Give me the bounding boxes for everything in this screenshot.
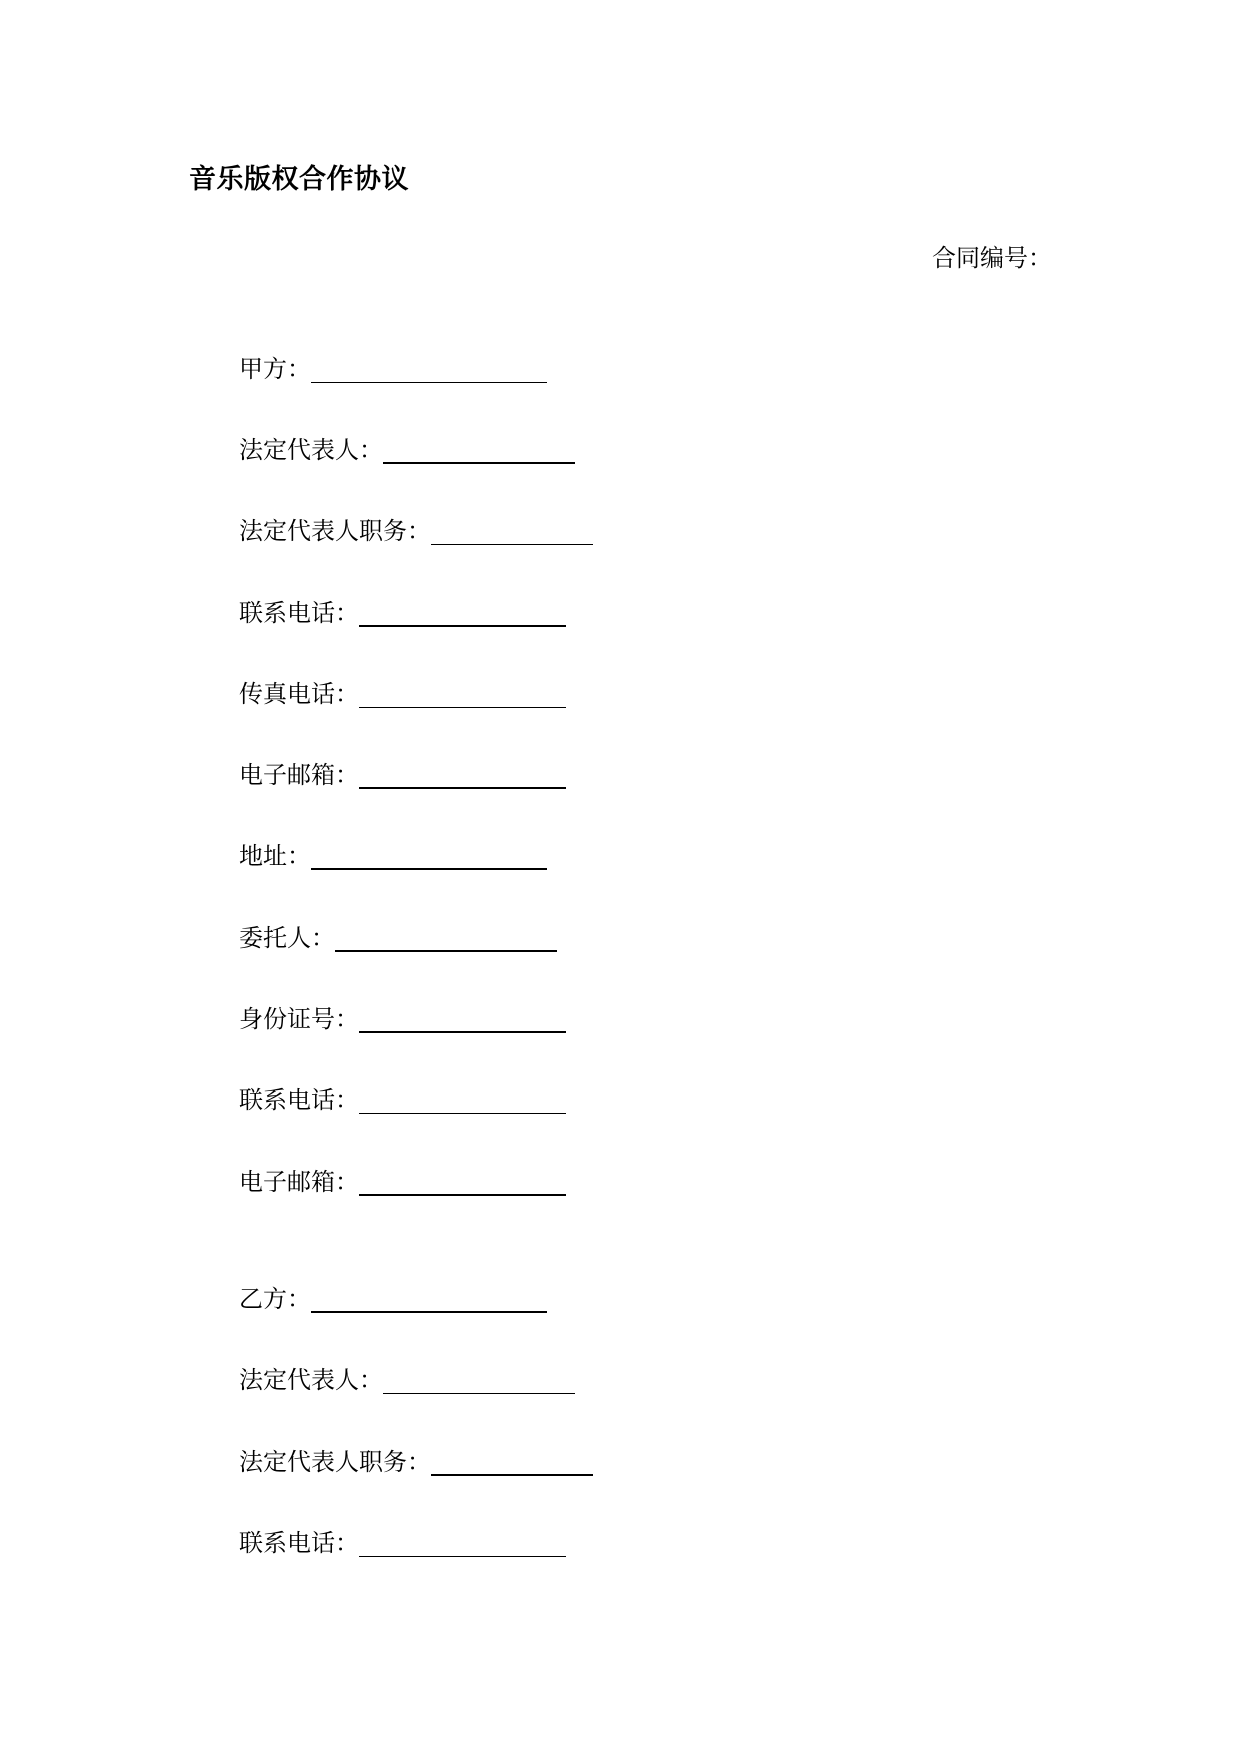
party-b-legal-rep-title-blank[interactable] xyxy=(431,1444,593,1476)
party-a-legal-rep-blank[interactable] xyxy=(383,432,575,464)
party-a-agent-email-blank[interactable] xyxy=(359,1164,566,1196)
party-a-agent-email-label: 电子邮箱： xyxy=(239,1168,359,1196)
party-b-legal-rep-blank[interactable] xyxy=(383,1363,575,1394)
party-a-legal-rep-title-blank[interactable] xyxy=(431,514,593,545)
party-a-fax-label: 传真电话： xyxy=(239,680,359,708)
party-b-phone-label: 联系电话： xyxy=(239,1529,359,1557)
party-a-address-label: 地址： xyxy=(239,842,311,870)
party-a-agent-phone-blank[interactable] xyxy=(359,1083,566,1114)
party-a-fax-blank[interactable] xyxy=(359,677,566,708)
party-b-legal-rep-title-label: 法定代表人职务： xyxy=(239,1448,431,1476)
party-a-agent-field xyxy=(239,918,557,958)
party-a-address-blank[interactable] xyxy=(311,838,547,870)
party-a-id-number-blank[interactable] xyxy=(359,1001,566,1033)
party-a-name-label: 甲方： xyxy=(239,355,311,383)
party-b-phone-field xyxy=(239,1523,566,1563)
party-a-agent-blank[interactable] xyxy=(335,920,557,952)
party-a-phone-label: 联系电话： xyxy=(239,599,359,627)
party-b-legal-rep-title-field xyxy=(239,1442,593,1482)
party-b-phone-blank[interactable] xyxy=(359,1526,566,1557)
party-a-agent-email-field xyxy=(239,1162,566,1202)
party-a-name-field xyxy=(239,349,547,389)
contract-number-label: 合同编号： xyxy=(932,244,1052,272)
party-a-legal-rep-title-field xyxy=(239,511,593,551)
party-b-name-field xyxy=(239,1279,547,1319)
party-b-name-label: 乙方： xyxy=(239,1285,311,1313)
party-a-id-number-label: 身份证号： xyxy=(239,1005,359,1033)
party-b-legal-rep-field xyxy=(239,1360,575,1400)
party-a-agent-phone-field xyxy=(239,1080,566,1120)
party-a-id-number-field xyxy=(239,999,566,1039)
party-a-email-field xyxy=(239,755,566,795)
party-a-address-field xyxy=(239,836,547,876)
party-a-phone-blank[interactable] xyxy=(359,595,566,627)
party-a-name-blank[interactable] xyxy=(311,352,547,383)
party-a-fax-field xyxy=(239,674,566,714)
party-a-legal-rep-field xyxy=(239,430,575,470)
party-a-legal-rep-title-label: 法定代表人职务： xyxy=(239,517,431,545)
party-a-email-label: 电子邮箱： xyxy=(239,761,359,789)
party-a-legal-rep-label: 法定代表人： xyxy=(239,436,383,464)
party-a-phone-field xyxy=(239,593,566,633)
party-a-agent-label: 委托人： xyxy=(239,924,335,952)
party-a-email-blank[interactable] xyxy=(359,757,566,789)
party-a-agent-phone-label: 联系电话： xyxy=(239,1086,359,1114)
party-b-legal-rep-label: 法定代表人： xyxy=(239,1366,383,1394)
document-title: 音乐版权合作协议 xyxy=(189,164,409,195)
party-b-name-blank[interactable] xyxy=(311,1281,547,1313)
